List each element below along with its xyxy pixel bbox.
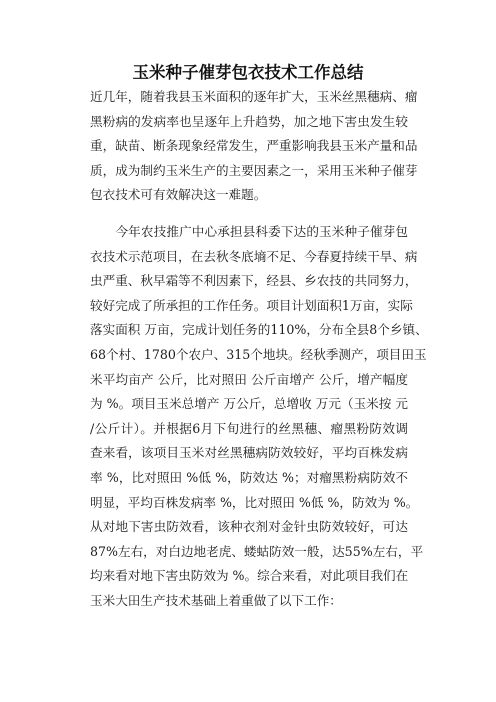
text-line: 明显，平均百株发病率 %，比对照田 %低 %，防效为 %。 (90, 494, 419, 510)
text-line: 包衣技术可有效解决这一难题。 (90, 187, 267, 203)
text-line: /公斤计）。并根据6月下旬进行的丝黑穗、瘤黑粉防效调 (90, 420, 408, 436)
text-line: 重，缺苗、断条现象经常发生，严重影响我县玉米产量和品 (90, 138, 418, 154)
text-line: 68个村、1780个农户、315个地块。经秋季测产，项目田玉 (90, 346, 427, 362)
text-line: 衣技术示范项目，在去秋冬底墒不足、今春夏持续干旱、病 (90, 248, 418, 264)
text-line: 查来看，该项目玉米对丝黑穗病防效较好，平均百株发病 (90, 445, 408, 461)
paragraph-1 (90, 85, 418, 208)
text-line: 落实面积 万亩，完成计划任务的110%，分布全县8个乡镇、 (90, 322, 428, 338)
text-line: 均来看对地下害虫防效为 %。综合来看，对此项目我们在 (90, 568, 409, 584)
text-line: 虫严重、秋早霜等不利因素下，经县、乡农技的共同努力， (90, 273, 418, 289)
text-line: 从对地下害虫防效看，该种衣剂对金针虫防效较好，可达 (90, 519, 408, 535)
text-line: 较好完成了所承担的工作任务。项目计划面积1万亩，实际 (90, 297, 413, 313)
text-line: 今年农技推广中心承担县科委下达的玉米种子催芽包 (90, 224, 408, 239)
text-line: 米平均亩产 公斤，比对照田 公斤亩增产 公斤，增产幅度 (90, 371, 408, 387)
text-line: 近几年，随着我县玉米面积的逐年扩大，玉米丝黑穗病、瘤 (90, 89, 418, 104)
text-line: 为 %。项目玉米总增产 万公斤，总增收 万元（玉米按 元 (90, 396, 408, 412)
text-line: 玉米大田生产技术基础上着重做了以下工作： (90, 592, 342, 608)
text-line: 率 %，比对照田 %低 %，防效达 %；对瘤黑粉病防效不 (90, 469, 408, 485)
text-line: 87%左右，对白边地老虎、蝼蛄防效一般，达55%左右，平 (90, 543, 424, 559)
text-line: 质，成为制约玉米生产的主要因素之一，采用玉米种子催芽 (90, 162, 418, 178)
page-title: 玉米种子催芽包衣技术工作总结 (132, 63, 364, 82)
paragraph-2 (90, 220, 428, 614)
text-line: 黑粉病的发病率也呈逐年上升趋势，加之地下害虫发生较 (90, 113, 408, 129)
